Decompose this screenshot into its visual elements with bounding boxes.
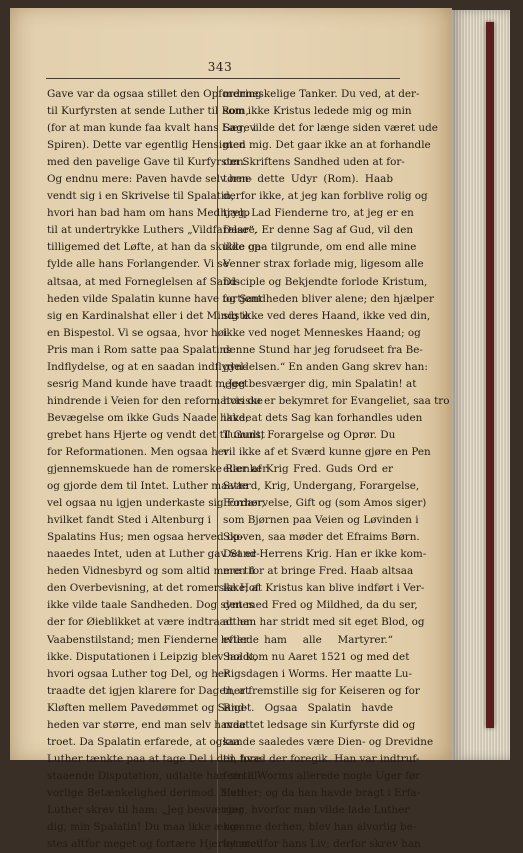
text-line: Rigsdagen i Worms. Her maatte Lu- — [223, 667, 413, 680]
text-line: heden vilde Spalatin kunne have fortjent — [47, 292, 262, 305]
text-line: til, hvad der foregik. Han var indtruf- — [223, 752, 420, 765]
text-line: Vaabenstilstand; men Fienderne hvilede — [47, 633, 259, 646]
text-line: ikke, at dets Sag kan forhandles uden — [223, 411, 423, 424]
header-rule — [46, 78, 400, 79]
text-line: fen til Worms allerede nogle Uger før — [223, 769, 421, 782]
text-line: Og endnu mere: Paven havde selv hen- — [47, 173, 253, 186]
text-line: Luther skrev til ham: „Jeg besværger — [47, 803, 244, 816]
text-line: derfor ikke, at jeg kan forblive rolig og — [223, 190, 428, 203]
text-line: og gjorde dem til Intet. Luther maatte — [47, 480, 249, 493]
text-line: Indflydelse, og at en saadan indflydel- — [47, 360, 248, 373]
text-line: „Jeg besværger dig, min Spalatin! at — [223, 377, 417, 390]
text-line: vil ikke af et Sværd kunne gjøre en Pen — [223, 445, 431, 458]
text-line: Tumult, Forargelse og Oprør. Du — [223, 428, 396, 441]
text-line: Pris man i Rom satte paa Spalatins — [47, 343, 232, 356]
text-line: hvilket fandt Sted i Altenburg i — [47, 514, 211, 527]
text-line: til at undertrykke Luthers „Vildfarelse“, — [47, 224, 258, 237]
text-line: hindrende i Veien for den reformatoriske — [47, 394, 263, 407]
text-line: Sag, vilde det for længe siden været ude — [223, 122, 438, 135]
text-line: efter ham alle Martyrer.“ — [223, 633, 393, 646]
text-line: Sværd, Krig, Undergang, Forargelse, — [223, 480, 420, 493]
text-line: maattet ledsage sin Kurfyrste did og — [223, 718, 416, 731]
text-line: sesrig Mand kunde have traadt meget — [47, 377, 249, 390]
text-line: fylde alle hans Forlangender. Vi se — [47, 258, 229, 271]
text-line: og Sandheden bliver alene; den hjælper — [223, 292, 434, 305]
text-line: ther fremstille sig for Keiseren og for — [223, 684, 420, 697]
text-line: hvori ogsaa Luther tog Del, og her — [47, 667, 230, 680]
text-line: eller af Krig Fred. Guds Ord er — [223, 463, 393, 476]
text-line: stes altfor meget og fortære Hjertet med — [47, 838, 264, 851]
text-line: med den pavelige Gave til Kurfyrsten. — [47, 156, 247, 169]
text-line: naaedes Intet, uden at Luther gav Sand- — [47, 548, 260, 561]
text-line: som ikke Kristus ledede mig og min — [223, 105, 412, 118]
text-line: traadte det igjen klarere for Dagen, at — [47, 684, 250, 697]
text-line: Spalatins Hus; men ogsaa herved op- — [47, 531, 244, 544]
text-line: kunde saaledes være Dien- og Drevidne — [223, 735, 434, 748]
text-line: om Skriftens Sandhed uden at for- — [223, 156, 405, 169]
left-column — [47, 86, 268, 853]
text-line: komme derhen, blev han alvorlig be- — [223, 821, 417, 834]
text-line: Det er Herrens Krig. Han er ikke kom- — [223, 548, 427, 561]
text-line: tørne dette Udyr (Rom). Haab — [223, 173, 393, 186]
text-line: ring, hvorfor man vilde lade Luther — [223, 803, 410, 816]
text-line: men for at bringe Fred. Haab altsaa — [223, 565, 414, 578]
text-line: vel ogsaa nu igjen underkaste sig Forhør, — [47, 497, 265, 510]
text-line: troet. Da Spalatin erfarede, at ogsaa — [47, 735, 241, 748]
text-line: altsaa, at med Forneglelsen af Sand- — [47, 275, 240, 288]
text-line: Gave var da ogsaa stillet den Opfordring — [47, 88, 262, 100]
text-line: gyndelsen.“ En anden Gang skrev han: — [223, 360, 428, 373]
text-line: vendt sig i en Skrivelse til Spalatin, — [47, 190, 235, 203]
text-line: vorlige Betænkelighed derimod. Men — [47, 786, 244, 799]
text-line: Saa kom nu Aaret 1521 og med det — [223, 650, 410, 663]
text-line: denne Stund har jeg forudseet fra Be- — [223, 343, 423, 356]
text-line: en Bispestol. Vi se ogsaa, hvor høi — [47, 326, 228, 339]
text-line: dig, min Spalatin! Du maa ikke æng- — [47, 821, 241, 834]
text-line: hvori han bad ham om hans Medhjælp — [47, 207, 250, 220]
page-stack-edge — [452, 10, 510, 760]
text-line: ikke gaa tilgrunde, om end alle mine — [223, 241, 417, 254]
text-line: Bevægelse om ikke Guds Naade havde — [47, 411, 252, 424]
text-line: ikke. Disputationen i Leipzig blev holdt, — [47, 650, 258, 663]
text-line: ikke vilde taale Sandheden. Dog syntes — [47, 599, 255, 612]
text-line: til Kurfyrsten at sende Luther til Rom, — [47, 105, 249, 118]
text-line: (for at man kunde faa kvalt hans Lære i — [47, 122, 257, 135]
text-line: grebet hans Hjerte og vendt det til Gunst — [47, 428, 265, 441]
text-line: heden Vidnesbyrd og som altid mere til — [47, 565, 255, 578]
text-line: Daare. Er denne Sag af Gud, vil den — [223, 224, 414, 237]
text-line: som Bjørnen paa Veien og Løvinden i — [223, 514, 419, 527]
text-line: med mig. Det gaar ikke an at forhandle — [223, 139, 431, 152]
text-line: Kløften mellem Pavedømmet og Sand- — [47, 701, 248, 714]
right-column — [223, 86, 450, 853]
text-line: Venner strax forlade mig, ligesom alle — [223, 258, 424, 271]
text-line: heden var større, end man selv havde — [47, 718, 246, 731]
text-line: Fordærvelse, Gift og (som Amos siger) — [223, 497, 427, 510]
text-line: sig ikke ved deres Haand, ikke ved din, — [223, 309, 431, 322]
text-line: for Reformationen. Men ogsaa her — [47, 445, 229, 458]
text-line: ikke, at Kristus kan blive indført i Ver- — [223, 582, 425, 595]
text-line: Skoven, saa møder det Efraims Børn. — [223, 531, 420, 544]
text-line: kymret for hans Liv; derfor skrev han — [223, 838, 421, 851]
text-line: tilligemed det Løfte, at han da skulde op- — [47, 241, 265, 254]
text-line: Luther tænkte paa at tage Del i den fore- — [47, 752, 265, 765]
text-line: tryg. Lad Fienderne tro, at jeg er en — [223, 207, 414, 220]
text-line: der for Øieblikket at være indtraadt en — [47, 616, 253, 629]
text-line: Spiren). Dette var egentlig Hensigten — [47, 139, 246, 152]
text-line: at han har stridt med sit eget Blod, og — [223, 616, 425, 629]
text-line: sig en Kardinalshat eller i det Mindste — [47, 309, 250, 322]
book-cover-edge — [486, 22, 494, 728]
page-number: 343 — [207, 60, 233, 74]
text-line: hvis du er bekymret for Evangeliet, saa tro — [223, 394, 450, 407]
text-line: gjennemskuede han de romerske Rænker — [47, 463, 268, 476]
text-line: staaende Disputation, udtalte han sin al- — [47, 769, 261, 782]
text-line: Luther; og da han havde bragt i Erfa- — [223, 786, 421, 799]
text-line: ikke ved noget Menneskes Haand; og — [223, 326, 421, 339]
text-line: Riget. Ogsaa Spalatin havde — [223, 701, 393, 714]
text-line: den Overbevisning, at det romerske Hof — [47, 582, 259, 595]
text-line: Disciple og Bekjendte forlode Kristum, — [223, 275, 428, 288]
text-line: menneskelige Tanker. Du ved, at der- — [223, 88, 420, 100]
text-line: den med Fred og Mildhed, da du ser, — [223, 599, 418, 612]
